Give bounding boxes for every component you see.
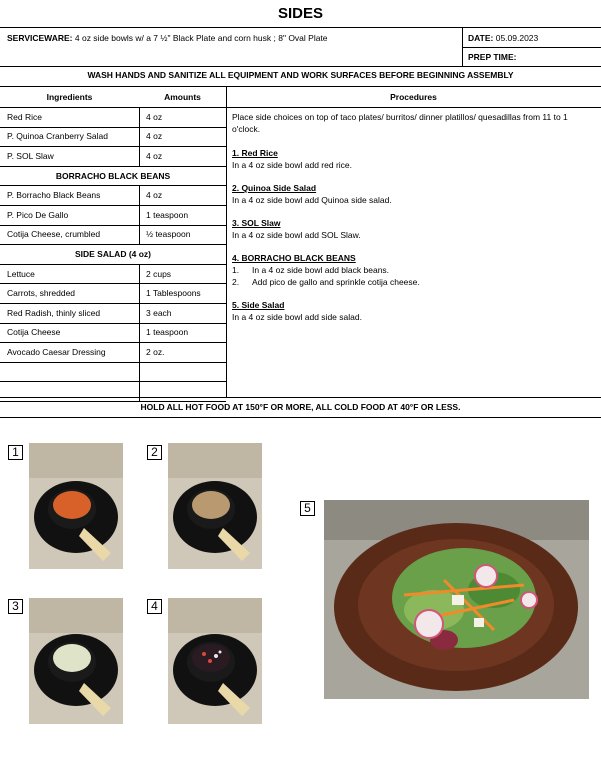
step-slaw: [232, 217, 592, 241]
amounts-header: Amounts: [164, 91, 201, 102]
photo-side-salad: [324, 500, 589, 699]
black-beans-image: [168, 598, 262, 724]
photo-red-rice: [29, 443, 123, 569]
ingredient-cell: [7, 362, 137, 382]
date-value: 05.09.2023: [495, 33, 539, 43]
numbered-item: [232, 276, 592, 288]
ingredient-cell: P. Quinoa Cranberry Salad: [7, 131, 108, 142]
amount-cell: 4 oz: [146, 131, 163, 142]
step-heading: 3. SOL Slaw: [232, 218, 281, 228]
step-text: In a 4 oz side bowl add red rice.: [232, 160, 353, 170]
step-text: In a 4 oz side bowl add Quinoa side salad.: [232, 195, 392, 205]
item-text: In a 4 oz side bowl add black beans.: [252, 265, 390, 275]
step-black-beans: [232, 252, 592, 288]
page-title: SIDES: [0, 0, 601, 28]
photo-black-beans: [168, 598, 262, 724]
ingredient-cell: Cotija Cheese: [7, 327, 61, 338]
hold-notice: HOLD ALL HOT FOOD AT 150°F OR MORE, ALL COLD FOOD AT 40°F OR LESS.: [140, 402, 461, 412]
amount-cell: 3 each: [146, 307, 172, 318]
photo-slaw: [29, 598, 123, 724]
wash-notice: WASH HANDS AND SANITIZE ALL EQUIPMENT AND WORK SURFACES BEFORE BEGINNING ASSEMBLY: [87, 70, 514, 80]
step-heading: 4. BORRACHO BLACK BEANS: [232, 253, 356, 263]
ingredient-cell: Lettuce: [7, 268, 35, 279]
numbered-item: [232, 264, 592, 276]
step-heading: 5. Side Salad: [232, 300, 285, 310]
step-side-salad: [232, 299, 592, 323]
date-line: [468, 33, 538, 44]
step-text: In a 4 oz side bowl add SOL Slaw.: [232, 230, 361, 240]
date-label: DATE:: [468, 33, 494, 43]
photo-number-4: 4: [147, 599, 162, 614]
section-header: SIDE SALAD (4 oz): [74, 248, 152, 259]
procedures-intro: Place side choices on top of taco plates/ burritos/ dinner platillos/ quesadillas from 11 to 1 o'clock.: [232, 112, 568, 134]
side-salad-image: [324, 500, 589, 699]
amount-cell: [146, 381, 224, 401]
serviceware-label: SERVICEWARE:: [7, 33, 73, 43]
step-quinoa: [232, 182, 592, 206]
quinoa-image: [168, 443, 262, 569]
ingredient-cell: [7, 381, 137, 401]
photo-quinoa: [168, 443, 262, 569]
amount-cell: [146, 362, 224, 382]
prep-time-label: PREP TIME:: [468, 52, 517, 62]
photo-number-3: 3: [8, 599, 23, 614]
amount-cell: 4 oz: [146, 190, 163, 201]
ingredients-header: Ingredients: [46, 91, 93, 102]
amount-cell: ½ teaspoon: [146, 229, 191, 240]
ingredient-cell: Red Radish, thinly sliced: [7, 307, 101, 318]
amount-cell: 4 oz: [146, 150, 163, 161]
ingredient-cell: Cotija Cheese, crumbled: [7, 229, 101, 240]
procedures-panel: [232, 111, 592, 323]
amount-cell: 1 teaspoon: [146, 209, 189, 220]
serviceware-line: [7, 33, 457, 44]
red-rice-image: [29, 443, 123, 569]
ingredient-cell: P. Pico De Gallo: [7, 209, 69, 220]
photo-number-2: 2: [147, 445, 162, 460]
amount-cell: 1 teaspoon: [146, 327, 189, 338]
step-red-rice: [232, 147, 592, 171]
food-fill: [53, 491, 91, 519]
photo-number-5: 5: [300, 501, 315, 516]
slaw-image: [29, 598, 123, 724]
ingredient-cell: P. Borracho Black Beans: [7, 190, 101, 201]
ingredient-cell: Red Rice: [7, 111, 42, 122]
amount-cell: 2 cups: [146, 268, 172, 279]
item-number: 2.: [232, 277, 240, 287]
step-heading: 2. Quinoa Side Salad: [232, 183, 317, 193]
item-number: 1.: [232, 265, 240, 275]
amount-cell: 4 oz: [146, 111, 163, 122]
step-text: In a 4 oz side bowl add side salad.: [232, 312, 362, 322]
section-header: BORRACHO BLACK BEANS: [55, 170, 171, 181]
ingredient-cell: Avocado Caesar Dressing: [7, 346, 106, 357]
ingredient-cell: P. SOL Slaw: [7, 150, 54, 161]
amount-cell: 1 Tablespoons: [146, 288, 201, 299]
serviceware-value: 4 oz side bowls w/ a 7 ½" Black Plate and corn husk ; 8" Oval Plate: [74, 33, 328, 43]
ingredient-cell: Carrots, shredded: [7, 288, 76, 299]
amount-cell: 2 oz.: [146, 346, 165, 357]
procedures-header: Procedures: [390, 91, 437, 102]
step-heading: 1. Red Rice: [232, 148, 278, 158]
item-text: Add pico de gallo and sprinkle cotija cheese.: [252, 277, 420, 287]
photo-number-1: 1: [8, 445, 23, 460]
